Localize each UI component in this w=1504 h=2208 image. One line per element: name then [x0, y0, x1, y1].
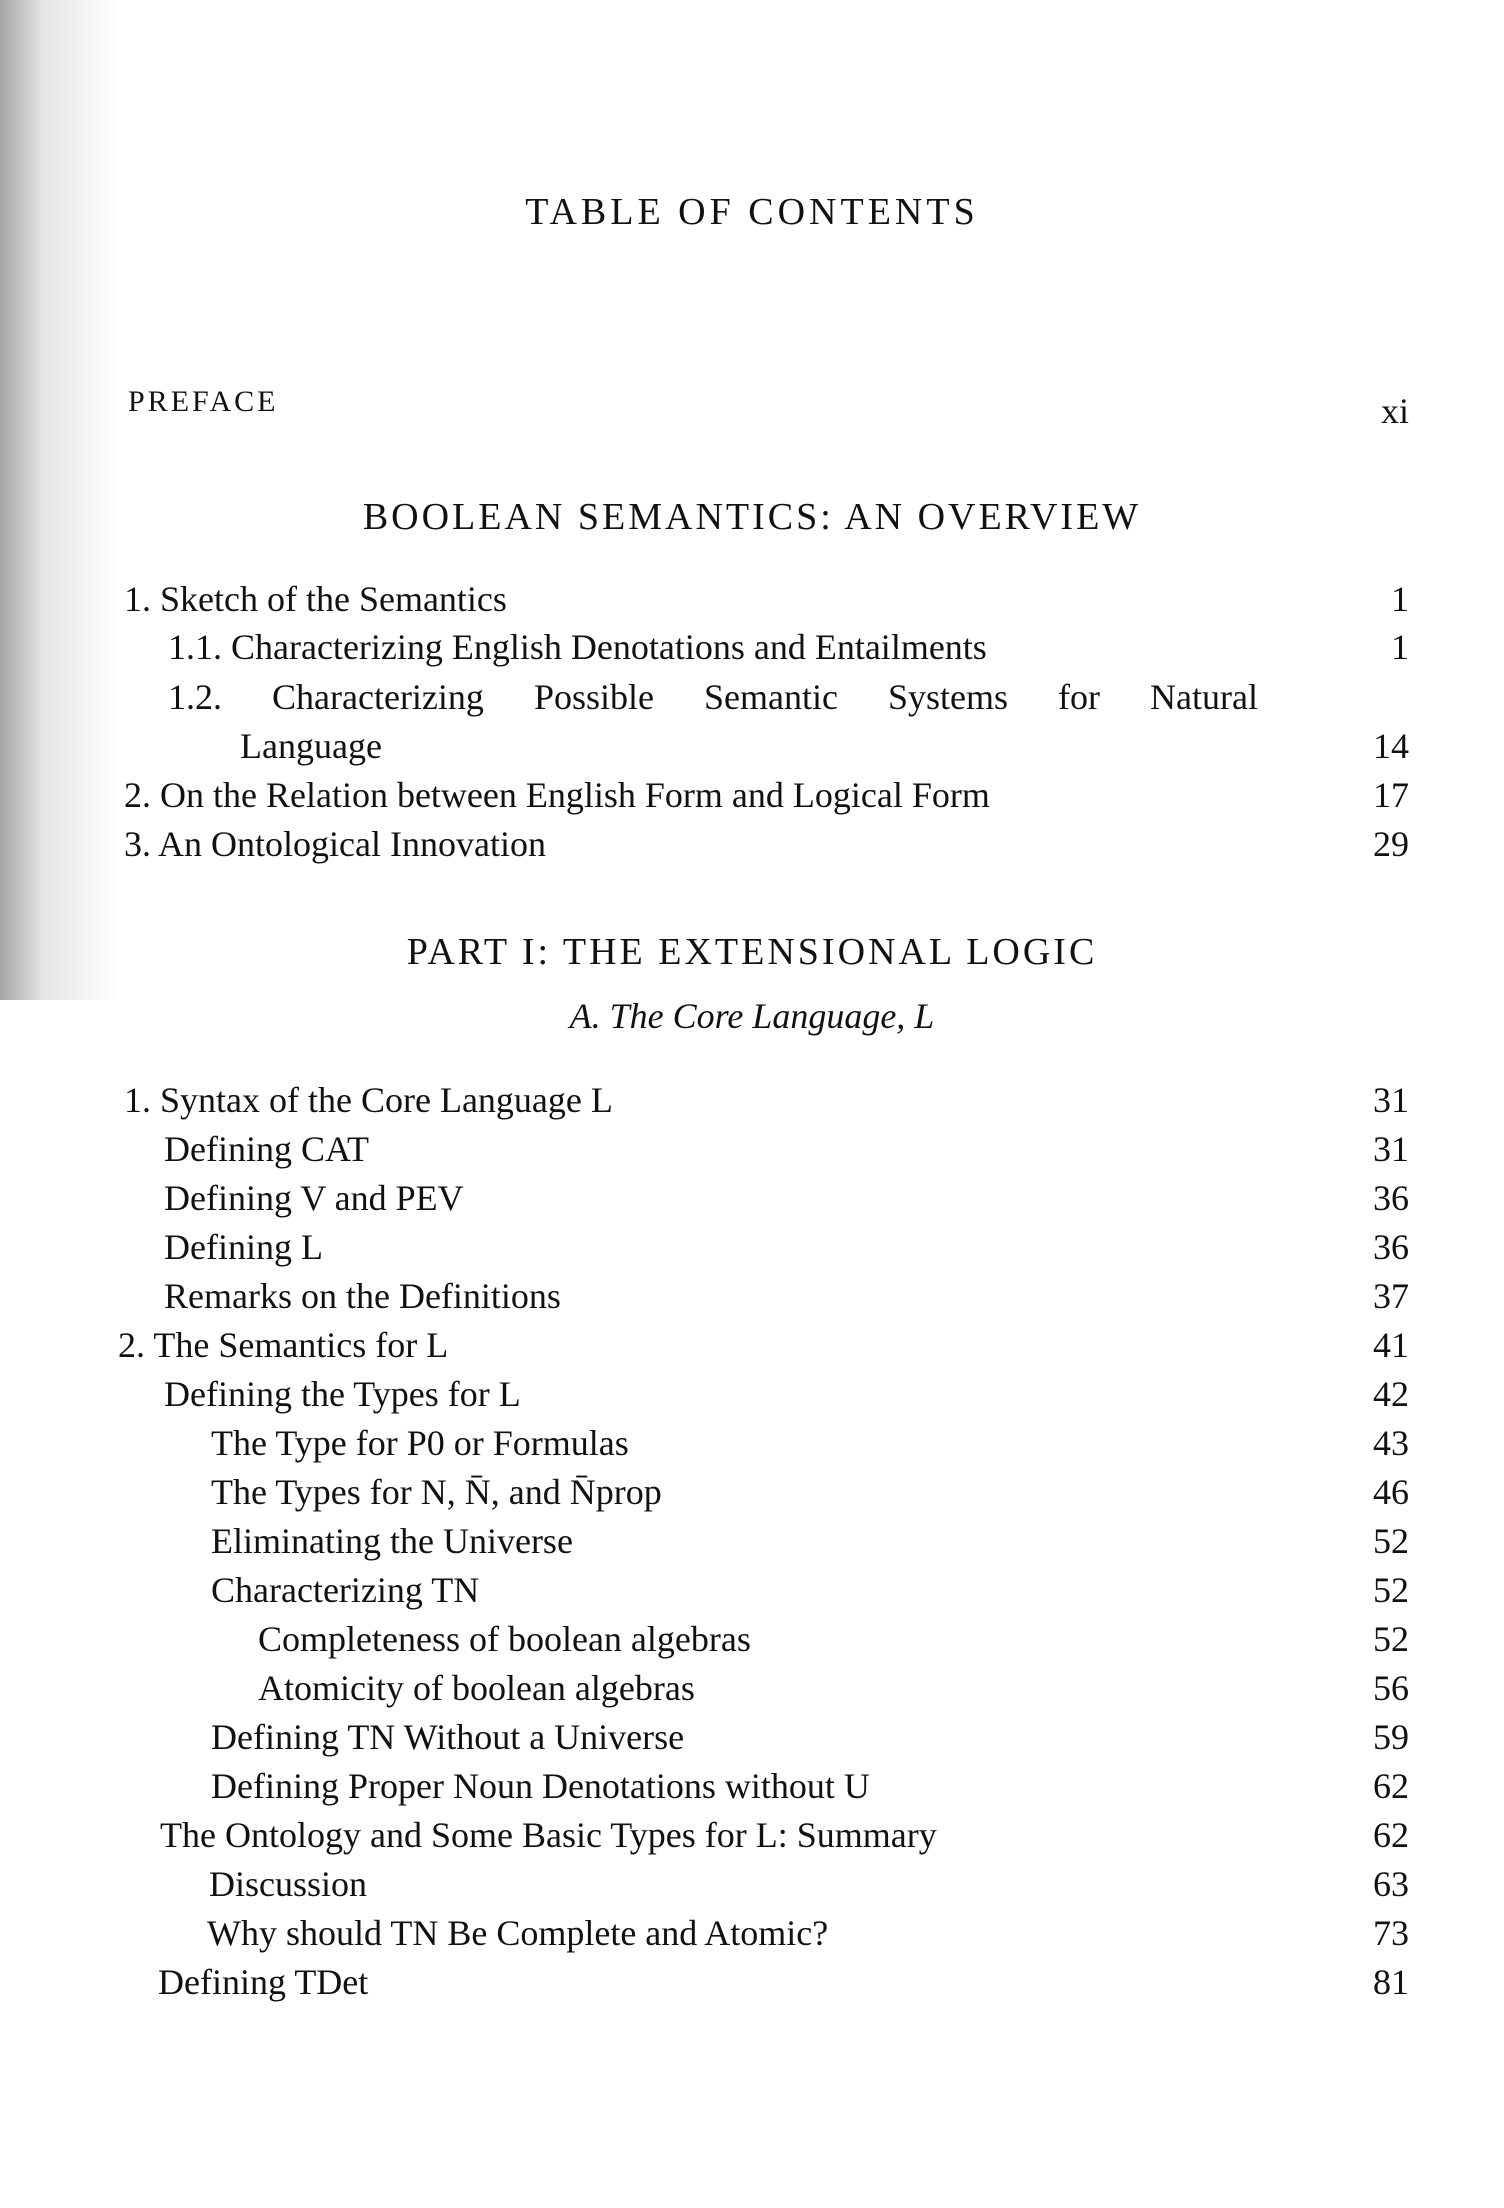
toc-entry-page: 59 — [1373, 1717, 1409, 1757]
toc-entry[interactable] — [0, 1713, 1504, 1761]
toc-entry-label: Defining CAT — [164, 1129, 369, 1169]
toc-entry[interactable] — [0, 1762, 1504, 1810]
toc-entry[interactable] — [0, 1223, 1504, 1271]
toc-entry[interactable] — [0, 1468, 1504, 1516]
toc-entry-page: 63 — [1373, 1864, 1409, 1904]
subsection-heading: A. The Core Language, L — [569, 996, 935, 1036]
toc-entry[interactable] — [0, 1517, 1504, 1565]
toc-entry-label-continued: Language — [240, 726, 382, 766]
toc-entry-page: 52 — [1373, 1570, 1409, 1610]
page-title: TABLE OF CONTENTS — [525, 191, 979, 233]
toc-entry-label: 3. An Ontological Innovation — [124, 824, 546, 864]
toc-entry[interactable] — [0, 1664, 1504, 1712]
toc-entry-label: Defining TDet — [158, 1962, 369, 2002]
toc-entry[interactable] — [0, 1615, 1504, 1663]
toc-entry-page: 31 — [1373, 1080, 1409, 1120]
toc-entry-label: Atomicity of boolean algebras — [258, 1668, 695, 1708]
toc-entry-label: Discussion — [209, 1864, 368, 1904]
toc-entry-label: 2. On the Relation between English Form and Logical Form — [124, 775, 990, 815]
toc-entry[interactable] — [0, 820, 1504, 868]
toc-entry-page: 41 — [1373, 1325, 1409, 1365]
toc-entry-label: The Types for N, N̄, and N̄prop — [211, 1472, 662, 1512]
toc-entry-page: 62 — [1373, 1766, 1409, 1806]
overview-heading: BOOLEAN SEMANTICS: AN OVERVIEW — [362, 496, 1142, 538]
toc-entry[interactable] — [0, 1566, 1504, 1614]
part-heading: PART I: THE EXTENSIONAL LOGIC — [406, 931, 1098, 973]
toc-entry-page: 46 — [1373, 1472, 1409, 1512]
toc-entry-label: 1.2. Characterizing Possible Semantic Systems for Natural — [168, 677, 1258, 717]
toc-entry[interactable] — [0, 1860, 1504, 1908]
toc-entry[interactable] — [0, 1076, 1504, 1124]
toc-entry-label: 1.1. Characterizing English Denotations and Entailments — [168, 627, 987, 667]
toc-entry[interactable] — [0, 623, 1504, 671]
toc-entry-label: Defining TN Without a Universe — [211, 1717, 685, 1757]
toc-entry-label: Characterizing TN — [211, 1570, 480, 1610]
toc-entry-page: 36 — [1373, 1178, 1409, 1218]
toc-entry-page: 37 — [1373, 1276, 1409, 1316]
toc-entry-label: Eliminating the Universe — [211, 1521, 573, 1561]
toc-entry[interactable] — [0, 1909, 1504, 1957]
toc-entry-page: 52 — [1373, 1521, 1409, 1561]
toc-entry[interactable] — [0, 1272, 1504, 1320]
toc-entry[interactable] — [0, 1370, 1504, 1418]
toc-entry-page: 31 — [1373, 1129, 1409, 1169]
toc-entry-label: 2. The Semantics for L — [118, 1325, 449, 1365]
toc-entry[interactable] — [0, 1321, 1504, 1369]
toc-entry-label: The Type for P0 or Formulas — [211, 1423, 629, 1463]
toc-entry-label: The Ontology and Some Basic Types for L: Summary — [160, 1815, 937, 1855]
toc-entry[interactable] — [0, 1958, 1504, 2006]
toc-entry-page: 1 — [1391, 627, 1409, 667]
preface-label: PREFACE — [128, 385, 279, 418]
toc-entry-label: 1. Sketch of the Semantics — [124, 579, 507, 619]
toc-entry[interactable] — [0, 575, 1504, 623]
toc-entry-page: 73 — [1373, 1913, 1409, 1953]
toc-entry-label: 1. Syntax of the Core Language L — [124, 1080, 613, 1120]
toc-entry-page: 56 — [1373, 1668, 1409, 1708]
toc-entry-page: 62 — [1373, 1815, 1409, 1855]
toc-entry-page: 14 — [1373, 726, 1409, 766]
toc-entry-page: 17 — [1373, 775, 1409, 815]
toc-entry-label: Remarks on the Definitions — [164, 1276, 561, 1316]
toc-entry[interactable] — [0, 1125, 1504, 1173]
toc-entry-label: Defining Proper Noun Denotations without U — [211, 1766, 870, 1806]
toc-entry-page: 52 — [1373, 1619, 1409, 1659]
toc-entry-page: 81 — [1373, 1962, 1409, 2002]
toc-entry-label: Defining the Types for L — [164, 1374, 521, 1414]
toc-entry[interactable] — [0, 771, 1504, 819]
toc-entry-page: 42 — [1373, 1374, 1409, 1414]
toc-entry-label: Defining L — [164, 1227, 323, 1267]
toc-entry-label: Why should TN Be Complete and Atomic? — [207, 1913, 829, 1953]
toc-entry-label: Completeness of boolean algebras — [258, 1619, 751, 1659]
toc-entry-page: 36 — [1373, 1227, 1409, 1267]
preface-page-number: xi — [1380, 391, 1409, 431]
toc-entry-page: 1 — [1391, 579, 1409, 619]
toc-entry-page: 43 — [1373, 1423, 1409, 1463]
toc-entry[interactable] — [0, 1419, 1504, 1467]
toc-entry[interactable] — [0, 1811, 1504, 1859]
toc-entry-page: 29 — [1373, 824, 1409, 864]
toc-entry-label: Defining V and PEV — [164, 1178, 464, 1218]
toc-entry[interactable] — [0, 1174, 1504, 1222]
